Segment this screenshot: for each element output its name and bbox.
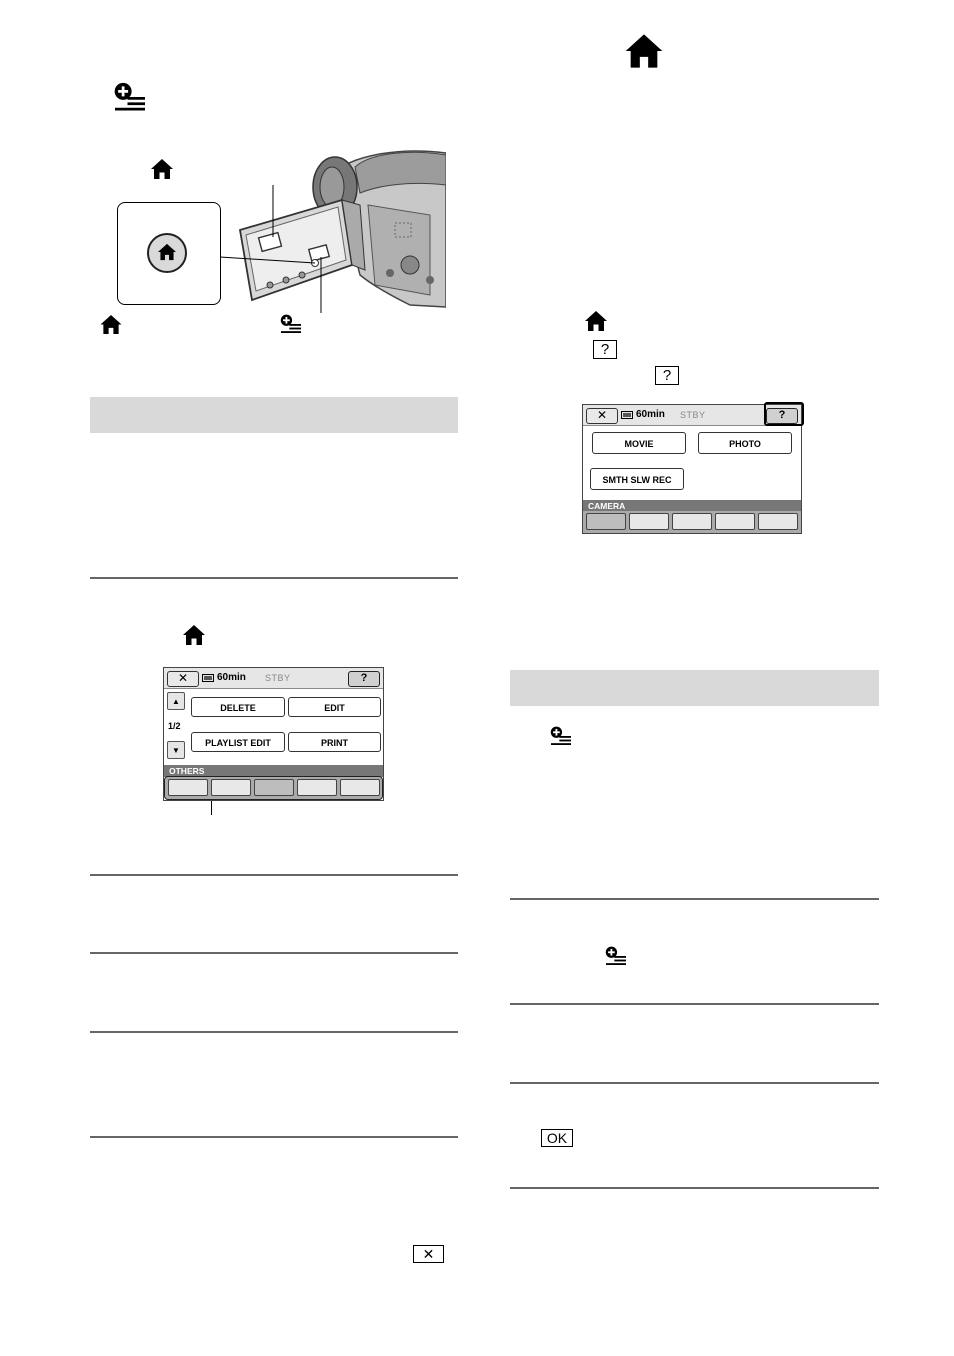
step-divider bbox=[90, 952, 458, 954]
print-button[interactable]: PRINT bbox=[288, 732, 381, 752]
home-button[interactable] bbox=[147, 233, 187, 273]
edit-button[interactable]: EDIT bbox=[288, 697, 381, 717]
tab-settings[interactable] bbox=[758, 513, 798, 530]
tab-manage-media[interactable] bbox=[715, 513, 755, 530]
section-header-bar bbox=[90, 397, 458, 433]
home-menu-screen bbox=[163, 667, 384, 801]
battery-remaining: 60min bbox=[217, 672, 246, 683]
smooth-slow-rec-button[interactable]: SMTH SLW REC bbox=[590, 468, 684, 490]
playlist-edit-button[interactable]: PLAYLIST EDIT bbox=[191, 732, 285, 752]
tab-camera[interactable] bbox=[586, 513, 626, 530]
section-header-bar bbox=[510, 670, 879, 706]
step-divider bbox=[90, 577, 458, 579]
help-glyph-box: ? bbox=[593, 340, 617, 359]
tab-manage-media[interactable] bbox=[297, 779, 337, 796]
battery-remaining: 60min bbox=[636, 409, 665, 420]
category-label: CAMERA bbox=[583, 500, 801, 512]
tab-camera[interactable] bbox=[168, 779, 208, 796]
step-divider bbox=[510, 898, 879, 900]
battery-icon bbox=[621, 411, 634, 419]
tab-others[interactable] bbox=[672, 513, 712, 530]
battery-icon bbox=[202, 674, 215, 682]
tab-view-images[interactable] bbox=[211, 779, 251, 796]
page-indicator: 1/2 bbox=[168, 721, 181, 731]
home-icon bbox=[99, 314, 123, 335]
close-glyph-box: ✕ bbox=[413, 1245, 444, 1263]
home-icon bbox=[157, 243, 177, 261]
status-text: STBY bbox=[265, 673, 291, 683]
help-glyph-box: ? bbox=[655, 366, 679, 385]
option-icon bbox=[548, 726, 574, 746]
step-divider bbox=[510, 1003, 879, 1005]
category-label: OTHERS bbox=[164, 765, 383, 777]
photo-button[interactable]: PHOTO bbox=[698, 432, 792, 454]
tab-view-images[interactable] bbox=[629, 513, 669, 530]
screen-top-bar bbox=[583, 405, 801, 426]
help-guide-screen bbox=[582, 404, 802, 534]
step-divider bbox=[90, 874, 458, 876]
category-tabs bbox=[583, 511, 801, 533]
movie-button[interactable]: MOVIE bbox=[592, 432, 686, 454]
screen-top-bar bbox=[164, 668, 383, 689]
scroll-down-button[interactable]: ▼ bbox=[167, 741, 185, 759]
home-icon bbox=[181, 624, 207, 646]
option-icon bbox=[109, 82, 151, 112]
home-button-callout bbox=[117, 202, 221, 305]
step-divider bbox=[90, 1136, 458, 1138]
ok-glyph-box: OK bbox=[541, 1129, 573, 1147]
help-button[interactable]: ? bbox=[766, 408, 798, 424]
home-icon bbox=[624, 32, 664, 70]
option-icon bbox=[278, 314, 304, 334]
close-button[interactable]: ✕ bbox=[167, 671, 199, 687]
tabs-callout-line bbox=[211, 801, 212, 815]
option-icon bbox=[603, 946, 629, 966]
delete-button[interactable]: DELETE bbox=[191, 697, 285, 717]
category-tabs bbox=[164, 776, 383, 800]
step-divider bbox=[510, 1187, 879, 1189]
help-button[interactable]: ? bbox=[348, 671, 380, 687]
tab-settings[interactable] bbox=[340, 779, 380, 796]
step-divider bbox=[510, 1082, 879, 1084]
tab-others[interactable] bbox=[254, 779, 294, 796]
scroll-up-button[interactable]: ▲ bbox=[167, 692, 185, 710]
status-text: STBY bbox=[680, 410, 706, 420]
home-icon bbox=[583, 310, 609, 332]
close-button[interactable]: ✕ bbox=[586, 408, 618, 424]
step-divider bbox=[90, 1031, 458, 1033]
